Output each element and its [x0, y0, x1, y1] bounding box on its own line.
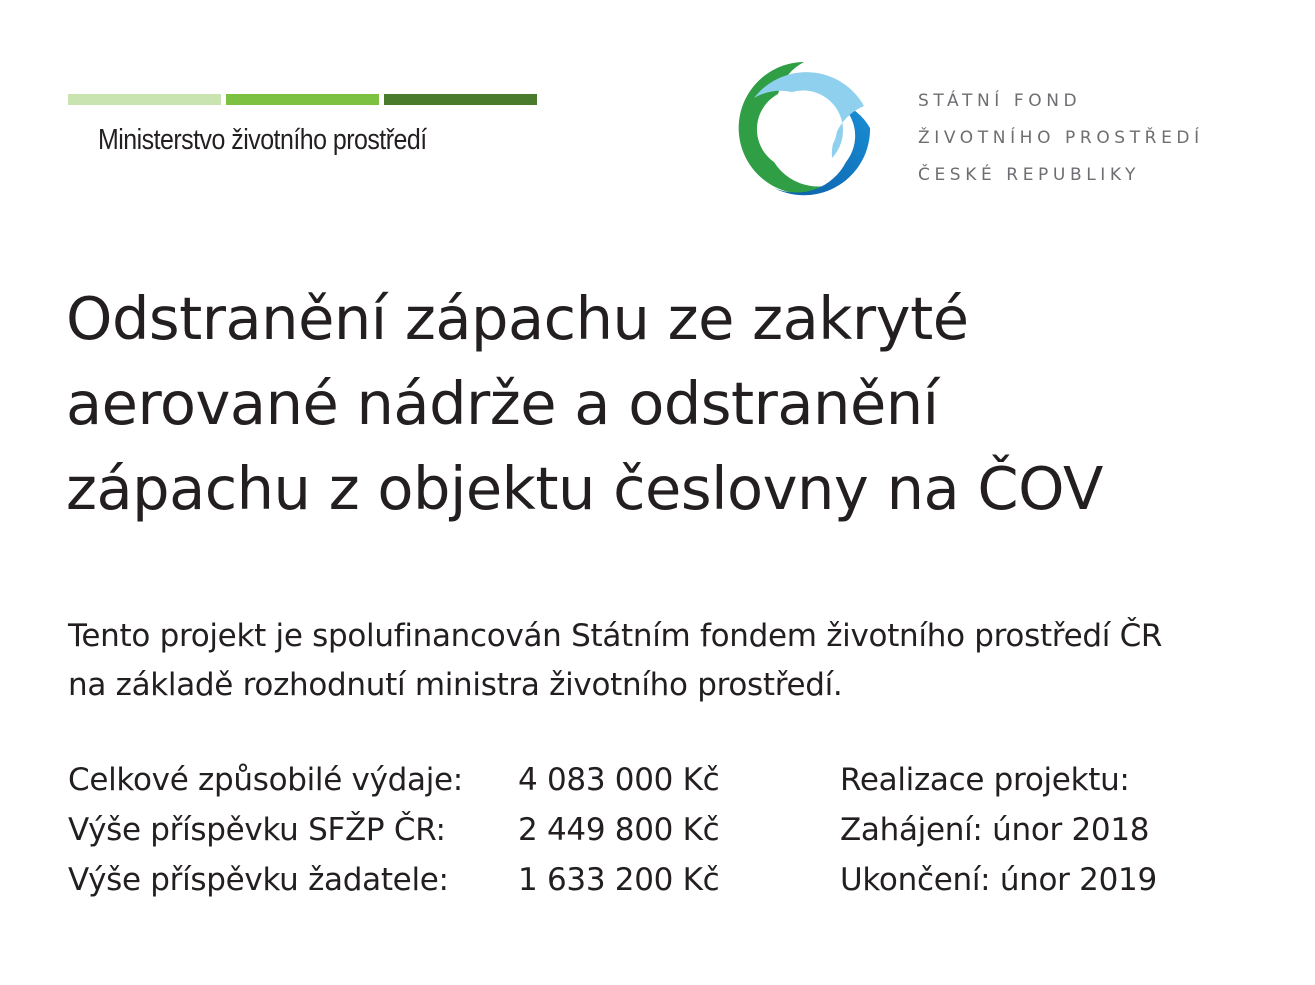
ministry-bar-light — [68, 94, 221, 105]
fund-name-line: ČESKÉ REPUBLIKY — [918, 165, 1141, 185]
ministry-name: Ministerstvo životního prostředí — [98, 124, 427, 156]
project-title-line: aerované nádrže a odstranění — [66, 369, 939, 438]
ministry-bar-medium — [226, 94, 379, 105]
project-description — [68, 612, 1162, 710]
funding-label: Výše příspěvku žadatele: — [68, 862, 449, 898]
project-title — [66, 276, 1296, 531]
description-line: na základě rozhodnutí ministra životního prostředí. — [68, 667, 843, 703]
fund-name — [918, 83, 1204, 194]
ministry-bar-dark — [384, 94, 537, 105]
fund-name-line: ŽIVOTNÍHO PROSTŘEDÍ — [918, 128, 1204, 148]
ministry-logo — [68, 94, 538, 156]
realization-info — [840, 755, 1157, 905]
funding-label: Výše příspěvku SFŽP ČR: — [68, 812, 446, 848]
funding-value: 2 449 800 Kč — [518, 812, 720, 848]
realization-heading: Realizace projektu: — [840, 762, 1130, 798]
project-title-line: Odstranění zápachu ze zakryté — [66, 284, 969, 353]
funding-label: Celkové způsobilé výdaje: — [68, 762, 463, 798]
ministry-color-bars — [68, 94, 538, 105]
realization-start: Zahájení: únor 2018 — [840, 812, 1150, 848]
realization-end: Ukončení: únor 2019 — [840, 862, 1157, 898]
funding-value: 1 633 200 Kč — [518, 862, 720, 898]
funding-value: 4 083 000 Kč — [518, 762, 720, 798]
description-line: Tento projekt je spolufinancován Státním fondem životního prostředí ČR — [68, 618, 1163, 654]
project-title-line: zápachu z objektu česlovny na ČOV — [66, 454, 1103, 523]
fund-emblem-icon — [734, 58, 874, 198]
fund-name-line: STÁTNÍ FOND — [918, 91, 1082, 111]
